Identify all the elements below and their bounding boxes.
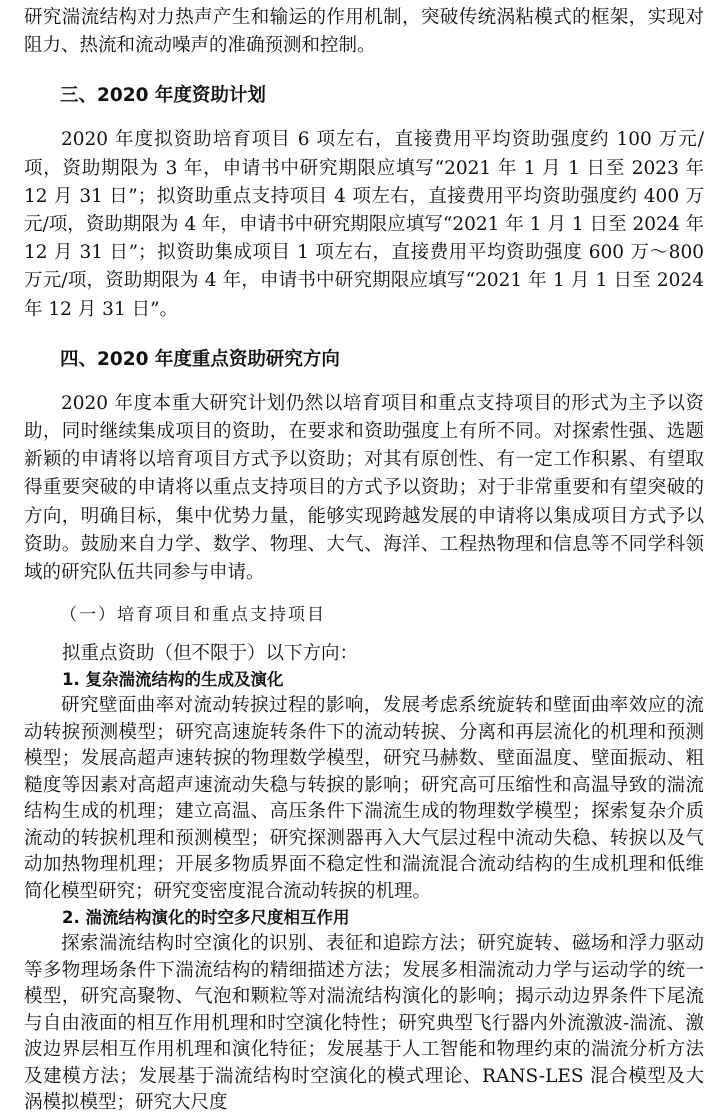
research-directions-paragraph: 2020 年度本重大研究计划仍然以培育项目和重点支持项目的形式为主予以资助，同时继续集成项目的资助，在要求和资助强度上有所不同。对探索性强、选题新颖的申请将以培育项目方式予以资助；对其有原创性、有一定工作积累、有望取得重要突破的申请将以重点支持项目的方式予以资助；对于非常重要和有望突破的方向，明确目标，集中优势力量，能够实现跨越发展的申请将以集成项目方式予以资助。鼓励来自力学、数学、物理、大气、海洋、工程热物理和信息等不同学科领域的研究队伍共同参与申请。 <box>24 392 704 584</box>
funding-plan-paragraph: 2020 年度拟资助培育项目 6 项左右，直接费用平均资助强度约 100 万元/项，资助期限为 3 年，申请书中研究期限应填写“2021 年 1 月 1 日至 2023 年 12 月 31 日”；拟资助重点支持项目 4 项左右，直接费用平均资助强度约 400 万元/项，资助期限为 4 年，申请书中研究期限应填写“2021 年 1 月 1 日至 2024 年 12 月 31 日”；拟资助集成项目 1 项左右，直接费用平均资助强度 600 万～800 万元/项，资助期限为 4 年，申请书中研究期限应填写“2021 年 1 月 1 日至 2024 年 12 月 31 日”。 <box>24 129 704 320</box>
item-heading-multiscale-interaction: 2. 湍流结构演化的时空多尺度相互作用 <box>62 908 350 928</box>
subsection-heading-cultivation-projects: （一）培育项目和重点支持项目 <box>60 605 326 626</box>
item-heading-turbulence-generation: 1. 复杂湍流结构的生成及演化 <box>62 670 284 690</box>
item-text-turbulence-generation: 研究壁面曲率对流动转捩过程的影响，发展考虑系统旋转和壁面曲率效应的流动转捩预测模型；研究高速旋转条件下的流动转捩、分离和再层流化的机理和预测模型；发展高超声速转捩的物理数学模型，研究马赫数、壁面温度、壁面振动、粗糙度等因素对高超声速流动失稳与转捩的影响；研究高可压缩性和高温导致的湍流结构生成的机理；建立高温、高压条件下湍流生成的物理数学模型；探索复杂介质流动的转捩机理和预测模型；研究探测器再入大气层过程中流动失稳、转捩以及气动加热物理机理；开展多物质界面不稳定性和湍流混合流动结构的生成机理和低维简化模型研究；研究变密度混合流动转捩的机理。 <box>24 695 704 902</box>
section-heading-research-directions: 四、2020 年度重点资助研究方向 <box>60 348 340 370</box>
directions-intro: 拟重点资助（但不限于）以下方向： <box>62 643 359 665</box>
continuation-paragraph: 研究湍流结构对力热声产生和输运的作用机制，突破传统涡粘模式的框架，实现对阻力、热流和流动噪声的准确预测和控制。 <box>24 7 704 57</box>
section-heading-funding-plan: 三、2020 年度资助计划 <box>60 85 266 107</box>
item-text-multiscale-interaction: 探索湍流结构时空演化的识别、表征和追踪方法；研究旋转、磁场和浮力驱动等多物理场条件下湍流结构的精细描述方法；发展多相湍流动力学与运动学的统一模型，研究高聚物、气泡和颗粒等对湍流结构演化的影响；揭示动边界条件下尾流与自由液面的相互作用机理和时空演化特性；研究典型飞行器内外流激波-湍流、激波边界层相互作用机理和演化特征；发展基于人工智能和物理约束的湍流分析方法及建模方法；发展基于湍流结构时空演化的模式理论、RANS-LES 混合模型及大涡模拟模型；研究大尺度 <box>24 933 704 1114</box>
